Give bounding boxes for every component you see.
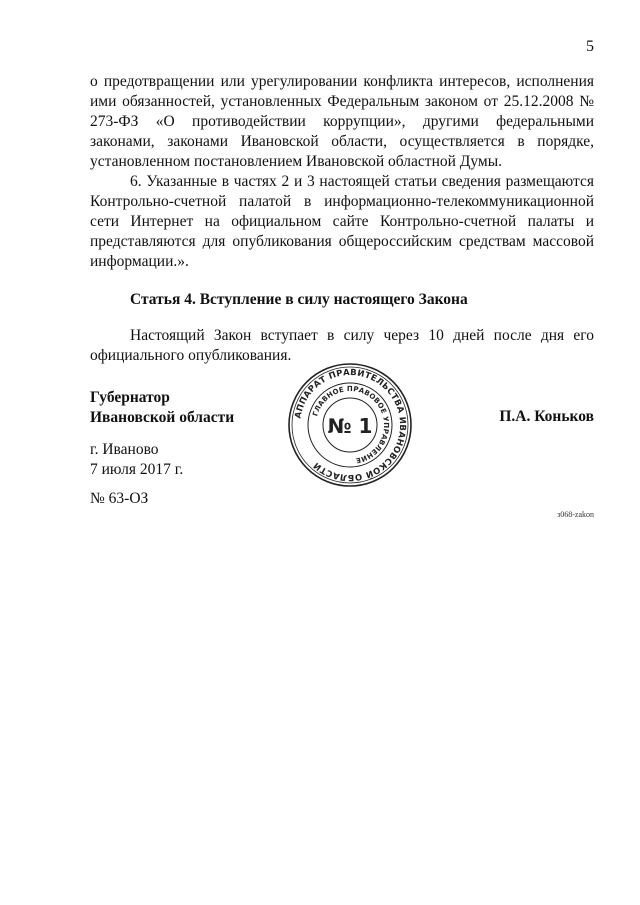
article-4-heading: Статья 4. Вступление в силу настоящего Закона (130, 291, 468, 308)
document-body (90, 72, 594, 366)
place: г. Иваново (90, 441, 159, 458)
file-code: з068-zakon (557, 510, 594, 519)
signatory-title-line1: Губернатор (90, 389, 170, 406)
seal-graphic (285, 360, 415, 490)
official-seal-stamp (285, 360, 415, 490)
page-number: 5 (586, 38, 594, 55)
signatory-title-line2: Ивановской области (90, 409, 235, 426)
signatory-name: П.А. Коньков (499, 408, 594, 425)
seal-inner-text: ГЛАВНОЕ ПРАВОВОЕ УПРАВЛЕНИЕ (311, 384, 391, 465)
seal-number: № 1 (327, 414, 373, 438)
paragraph-item-6: 6. Указанные в частях 2 и 3 настоящей статьи сведения размещаются Контрольно-счетной палатой в информационно-телекоммуникационной сети Интернет на официальном сайте Контрольно-счетной палаты и представляются для опубликования общероссийским средствам массовой информации.». (90, 173, 594, 270)
law-number: № 63-ОЗ (90, 490, 149, 507)
paragraph-entry-into-force: Настоящий Закон вступает в силу через 10 дней после дня его официального опубликования. (90, 327, 594, 364)
seal-ring-text: АППАРАТ ПРАВИТЕЛЬСТВА ИВАНОВСКОЙ ОБЛАСТИ (293, 367, 408, 483)
paragraph-continuation: о предотвращении или урегулировании конфликта интересов, исполнения ими обязанностей, установленных Федеральным законом от 25.12.2008 № 273-ФЗ «О противодействии коррупции», другими федеральными законами, законами Ивановской области, осуществляется в порядке, установленном постановлением Ивановской областной Думы. (90, 73, 594, 170)
date: 7 июля 2017 г. (90, 461, 184, 478)
signatory-title (90, 388, 234, 428)
place-and-date (90, 440, 183, 480)
